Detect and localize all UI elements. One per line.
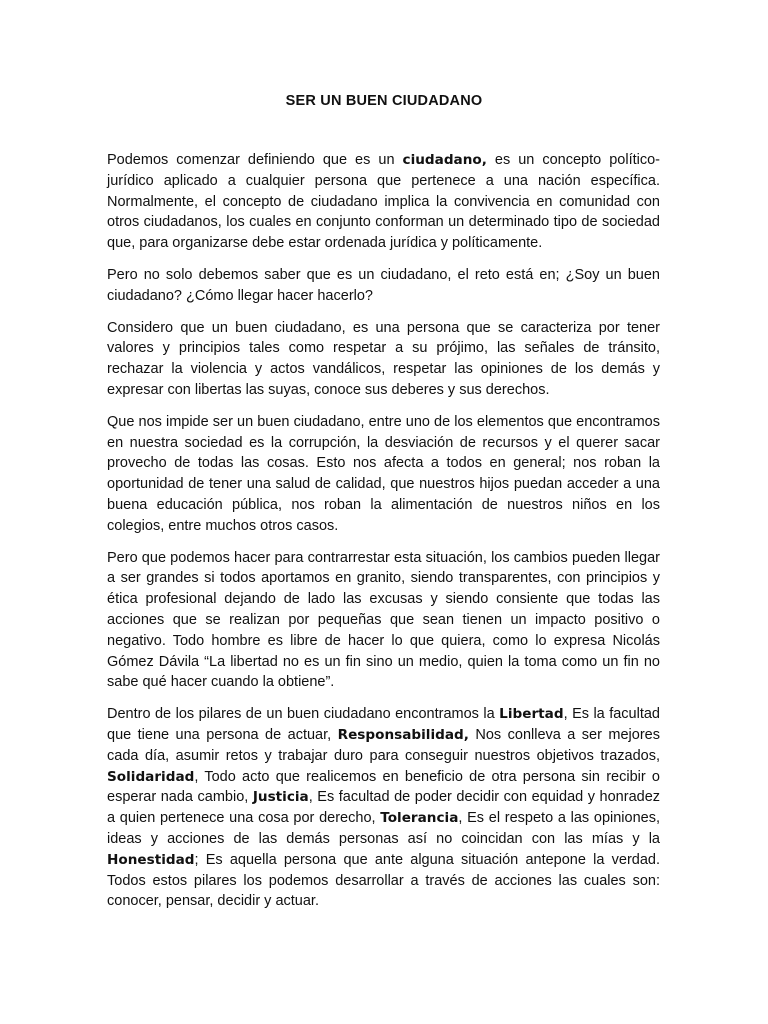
paragraph-text: Nos conlleva a ser mejores cada día, asumir retos y trabajar duro para conseguir nuestros objetivos trazados, bbox=[107, 726, 660, 764]
bold-keyword: Justicia bbox=[252, 789, 309, 806]
bold-keyword: Honestidad bbox=[107, 851, 195, 868]
paragraph-text: , Es la facultad que tiene una persona de actuar, bbox=[107, 706, 660, 743]
bold-keyword: ciudadano, bbox=[402, 152, 487, 168]
bold-keyword: Responsabilidad, bbox=[337, 726, 469, 743]
body-paragraph bbox=[107, 150, 660, 254]
bold-keyword: Libertad bbox=[499, 706, 564, 723]
paragraph-text: Podemos comenzar definiendo que es un bbox=[107, 152, 403, 168]
paragraph-text: , Todo acto que realicemos en beneficio de otra persona sin recibir o esperar nada cambio, bbox=[107, 768, 660, 806]
paragraph-text: Pero que podemos hacer para contrarrestar esta situación, los cambios pueden llegar a ser grandes si todos aportamos en granito, siendo transparentes, con principios y ética profesional dejando de lado las excusas y siendo consiente que todas las acciones que se realizan por pequeñas que sean tienen un impacto positivo o negativo. Todo hombre es libre de hacer lo que quiera, como lo expresa Nicolás Gómez Dávila “La libertad no es un fin sino un medio, quien la toma como un fin no sabe qué hacer cuando la obtiene”. bbox=[107, 549, 660, 691]
bold-keyword: Solidaridad bbox=[107, 768, 195, 785]
paragraph-text: , Es el respeto a las opiniones, ideas y acciones de las demás personas así no coincidan con las mías y la bbox=[107, 810, 660, 847]
body-paragraph bbox=[107, 548, 660, 694]
paragraph-text: Que nos impide ser un buen ciudadano, entre uno de los elementos que encontramos en nuestra sociedad es la corrupción, la desviación de recursos y el querer sacar provecho de todas las cosas. Esto nos afecta a todos en general; nos roban la oportunidad de tener una salud de calidad, que nuestros hijos puedan acceder a una buena educación pública, nos roban la alimentación de nuestros niños en los colegios, entre muchos otros casos. bbox=[107, 413, 660, 534]
paragraph-text: ; Es aquella persona que ante alguna situación antepone la verdad. Todos estos pilares los podemos desarrollar a través de acciones las cuales son: conocer, pensar, decidir y actuar. bbox=[107, 851, 660, 910]
paragraph-text: , Es facultad de poder decidir con equidad y honradez a quien pertenece una cosa por derecho, bbox=[107, 789, 661, 827]
document-body bbox=[107, 150, 660, 923]
document-title: SER UN BUEN CIUDADANO bbox=[285, 93, 483, 109]
paragraph-text: es un concepto político-jurídico aplicado a cualquier persona que pertenece a una nación específica. Normalmente, el concepto de ciudadano implica la convivencia en comunidad con otros ciudadanos, los cuales en conjunto conforman un determinado tipo de sociedad que, para organizarse debe estar ordenada jurídica y políticamente. bbox=[107, 152, 660, 252]
body-paragraph bbox=[107, 412, 660, 537]
paragraph-text: Pero no solo debemos saber que es un ciudadano, el reto está en; ¿Soy un buen ciudadano? ¿Cómo llegar hacer hacerlo? bbox=[107, 266, 660, 304]
body-paragraph bbox=[107, 265, 660, 307]
body-paragraph bbox=[107, 704, 660, 912]
bold-keyword: Tolerancia bbox=[380, 810, 459, 827]
paragraph-text: Considero que un buen ciudadano, es una persona que se caracteriza por tener valores y principios tales como respetar a su prójimo, las señales de tránsito, rechazar la violencia y actos vandálicos, respetar las opiniones de los demás y expresar con libertas las suyas, conoce sus deberes y sus derechos. bbox=[107, 319, 660, 398]
body-paragraph bbox=[107, 318, 660, 401]
paragraph-text: Dentro de los pilares de un buen ciudadano encontramos la bbox=[107, 706, 500, 723]
